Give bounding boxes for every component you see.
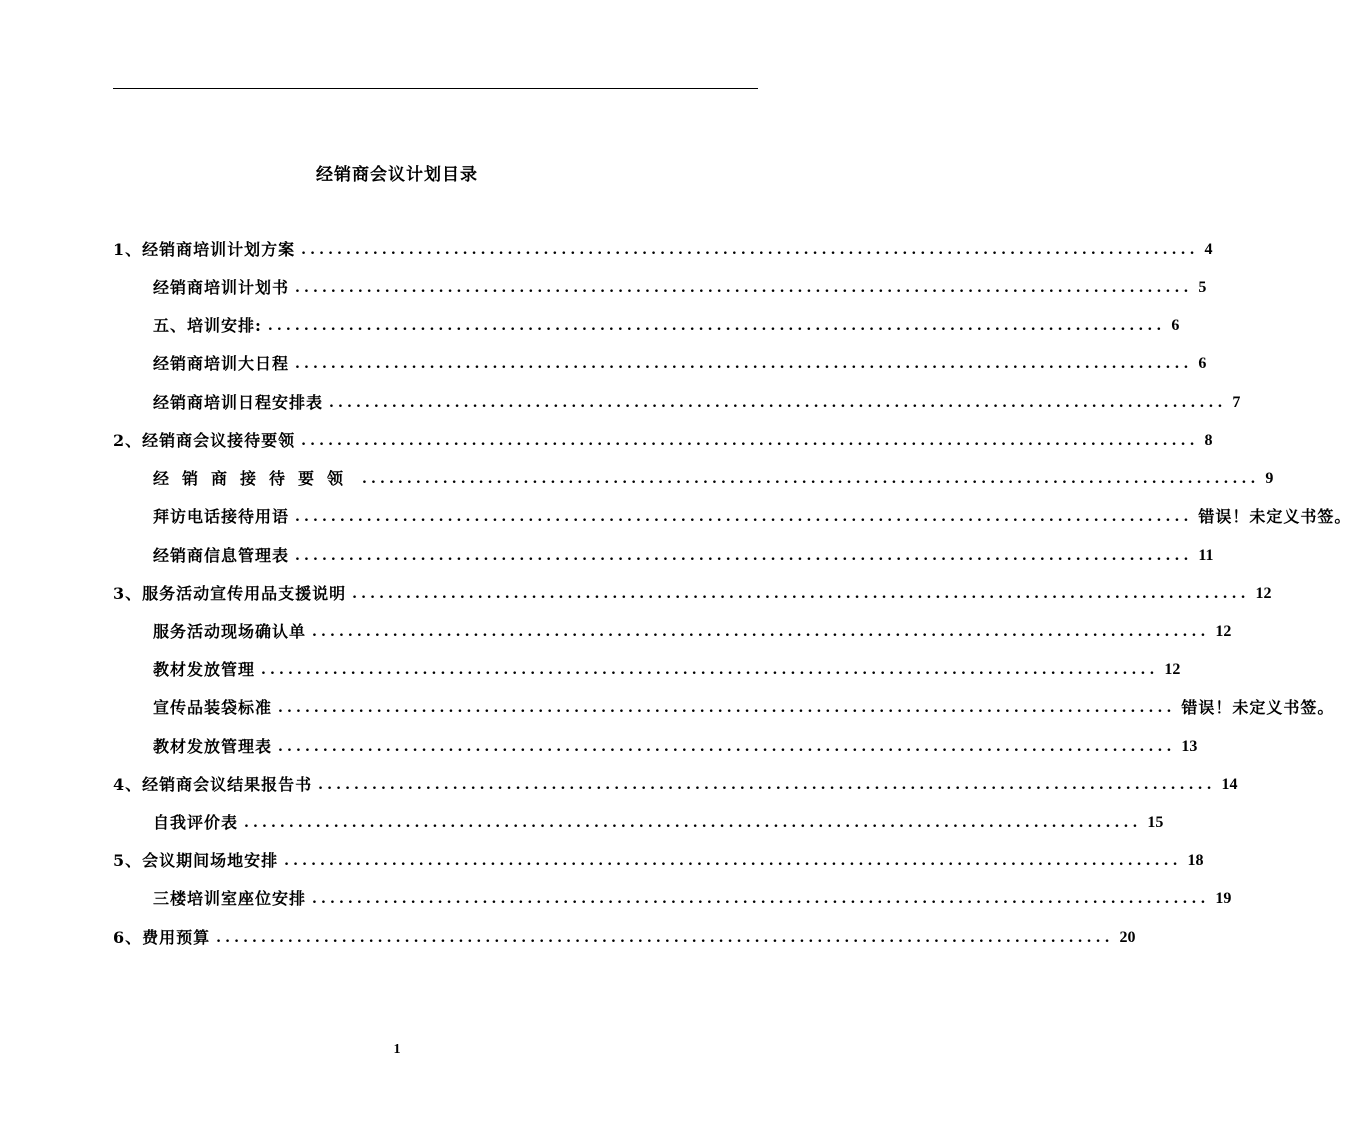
toc-entry-page: 12 <box>1164 661 1181 678</box>
toc-entry-page: 7 <box>1232 394 1241 411</box>
toc-entry-page: 错误！未定义书签。 <box>1181 698 1335 717</box>
toc-entry-page: 6 <box>1171 317 1180 334</box>
toc-entry[interactable] <box>153 389 1241 413</box>
toc-entry-label: 1、经销商培训计划方案 <box>113 240 296 259</box>
toc-entry-label: 经销商培训大日程 <box>153 354 290 373</box>
toc-entry-page: 8 <box>1204 432 1213 449</box>
toc-entry-label: 教材发放管理 <box>153 660 256 679</box>
toc-entry[interactable] <box>113 427 1213 451</box>
toc-entry[interactable] <box>153 809 1164 833</box>
toc-entry-label: 6、费用预算 <box>113 928 211 947</box>
page-number: 1 <box>393 1042 401 1057</box>
toc-entry-page: 5 <box>1198 279 1207 296</box>
toc-entry-page: 4 <box>1204 241 1213 258</box>
toc-entry-page: 18 <box>1187 852 1204 869</box>
toc-entry[interactable] <box>153 733 1198 757</box>
toc-entry[interactable] <box>113 236 1213 260</box>
toc-entry-label: 经销商培训计划书 <box>153 278 290 297</box>
toc-entry-label: 3、服务活动宣传用品支援说明 <box>113 584 347 603</box>
toc-leader-dots: .................................................................................................... <box>312 891 1210 907</box>
toc-entry-label: 拜访电话接待用语 <box>153 507 290 526</box>
toc-entry-label: 五、培训安排: <box>153 316 262 335</box>
toc-entry-page: 错误！未定义书签。 <box>1198 507 1351 526</box>
toc-entry-page: 19 <box>1215 890 1232 907</box>
toc-leader-dots: .................................................................................................... <box>295 509 1193 525</box>
toc-entry[interactable] <box>153 694 1335 718</box>
document-title: 经销商会议计划目录 <box>316 165 478 185</box>
toc-entry[interactable] <box>153 465 1274 489</box>
toc-leader-dots: .................................................................................................... <box>278 739 1176 755</box>
toc-entry[interactable] <box>113 847 1204 871</box>
toc-entry[interactable] <box>113 580 1272 604</box>
toc-entry-label: 服务活动现场确认单 <box>153 622 307 641</box>
toc-leader-dots: .................................................................................................... <box>295 280 1193 296</box>
toc-leader-dots: .................................................................................................... <box>261 662 1159 678</box>
toc-entry[interactable] <box>113 771 1238 795</box>
toc-entry[interactable] <box>153 503 1351 527</box>
toc-entry[interactable] <box>153 312 1180 336</box>
toc-entry-label: 经销商信息管理表 <box>153 546 290 565</box>
toc-entry-page: 9 <box>1265 470 1274 487</box>
header-rule <box>113 88 758 89</box>
toc-leader-dots: .................................................................................................... <box>267 318 1166 334</box>
toc-entry-label: 5、会议期间场地安排 <box>113 851 279 870</box>
toc-entry[interactable] <box>153 350 1207 374</box>
toc-leader-dots: .................................................................................................... <box>244 815 1142 831</box>
toc-entry-page: 14 <box>1221 776 1238 793</box>
toc-entry-page: 6 <box>1198 355 1207 372</box>
toc-entry[interactable] <box>153 542 1214 566</box>
toc-entry-page: 15 <box>1147 814 1164 831</box>
toc-entry-label: 三楼培训室座位安排 <box>153 889 307 908</box>
toc-leader-dots: .................................................................................................... <box>278 700 1176 716</box>
toc-leader-dots: .................................................................................................... <box>352 586 1250 602</box>
toc-entry-label: 2、经销商会议接待要领 <box>113 431 296 450</box>
toc-leader-dots: .................................................................................................... <box>329 395 1227 411</box>
toc-entry-page: 11 <box>1198 547 1214 564</box>
toc-entry[interactable] <box>153 274 1207 298</box>
toc-leader-dots: .................................................................................................... <box>362 471 1260 487</box>
toc-entry[interactable] <box>153 885 1232 909</box>
toc-leader-dots: .................................................................................................... <box>312 624 1210 640</box>
toc-leader-dots: .................................................................................................... <box>295 548 1193 564</box>
toc-leader-dots: .................................................................................................... <box>295 356 1193 372</box>
toc-entry-label: 教材发放管理表 <box>153 737 273 756</box>
toc-entry-label: 经销商培训日程安排表 <box>153 393 324 412</box>
toc-entry-page: 13 <box>1181 738 1198 755</box>
toc-leader-dots: .................................................................................................... <box>216 930 1114 946</box>
toc-entry-page: 12 <box>1215 623 1232 640</box>
toc-entry-label: 经销商接待要领 <box>153 469 357 488</box>
toc-leader-dots: .................................................................................................... <box>301 433 1199 449</box>
toc-leader-dots: .................................................................................................... <box>301 242 1199 258</box>
toc-entry-page: 12 <box>1255 585 1272 602</box>
toc-entry-page: 20 <box>1119 929 1136 946</box>
toc-entry[interactable] <box>113 924 1136 948</box>
toc-leader-dots: .................................................................................................... <box>284 853 1182 869</box>
toc-entry-label: 4、经销商会议结果报告书 <box>113 775 313 794</box>
toc-entry[interactable] <box>153 618 1232 642</box>
toc-entry[interactable] <box>153 656 1181 680</box>
toc-entry-label: 自我评价表 <box>153 813 239 832</box>
toc-entry-label: 宣传品装袋标准 <box>153 698 273 717</box>
toc-leader-dots: .................................................................................................... <box>318 777 1216 793</box>
